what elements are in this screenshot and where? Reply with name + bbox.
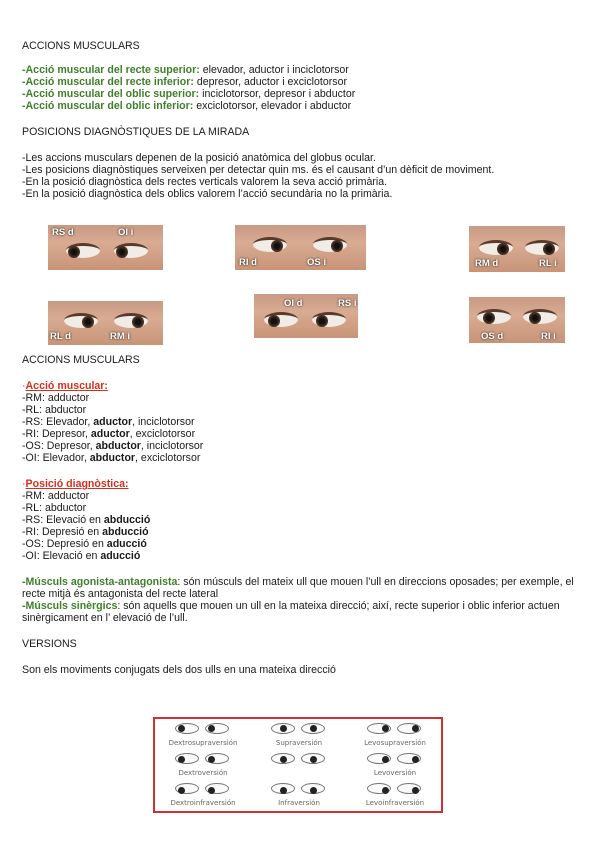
version-cell: Levoversión (347, 751, 443, 781)
list-item: -OI: Elevador, abductor, exciclotorsor (22, 452, 201, 464)
section-title-acciones: ACCIONS MUSCULARS (22, 40, 140, 52)
list-item: -OS: Depresió en aducció (22, 538, 147, 550)
posicio-line: -En la posició diagnòstica dels rectes verticals valorem la seva acció primària. (22, 176, 388, 188)
list-item: -RI: Depresor, aductor, exciclotorsor (22, 428, 196, 440)
eye-photo-1 (48, 225, 163, 270)
version-cell: Supraversión (251, 721, 347, 751)
posicio-line: -Les posicions diagnòstiques serveixen per detectar quin ms. és el causant d’un dèficit de moviment. (22, 164, 495, 176)
list-item: -RL: abductor (22, 502, 87, 514)
list-item: -RM: adductor (22, 490, 90, 502)
sinergics-paragraph: -Músculs sinèrgics: són aquells que mouen un ull en la mateixa direcció; així, recte superior i oblic inferior actuen sinèrgicament en l’ elevació de l’ull. (22, 600, 560, 624)
agonista-paragraph: -Músculs agonista-antagonista: són músculs del mateix ull que mouen l’ull en direccions oposades; per exemple, el recte mitjà és antagonista del recte lateral (22, 576, 574, 600)
accio-heading: ·Acció muscular: (22, 380, 108, 392)
eye-photo-5 (254, 294, 358, 338)
section-title-posicions: POSICIONS DIAGNÒSTIQUES DE LA MIRADA (22, 126, 250, 138)
version-cell: Dextroversión (155, 751, 251, 781)
document-body (22, 40, 582, 200)
photo-label: OI d (284, 298, 303, 309)
acciones-list (22, 64, 582, 112)
photo-label: OI i (118, 227, 134, 238)
photo-label: RL d (50, 331, 71, 342)
posicions-list (22, 152, 582, 200)
eye-photo-4 (48, 301, 163, 345)
photo-label: RL i (539, 258, 557, 269)
document-body-2 (22, 354, 582, 676)
photo-label: OS i (307, 257, 327, 268)
posicio-diag-list (22, 490, 582, 562)
versions-text: Son els moviments conjugats dels dos ulls en una mateixa direcció (22, 664, 336, 676)
accion-line-rs: -Acció muscular del recte superior: elevador, aductor i inciclotorsor (22, 64, 349, 76)
list-item: -OS: Depresor, abductor, inciclotorsor (22, 440, 204, 452)
list-item: -RL: abductor (22, 404, 87, 416)
photo-label: RI d (239, 257, 257, 268)
list-item: -RS: Elevació en abducció (22, 514, 151, 526)
posicio-line: -En la posició diagnòstica dels oblics valorem l’acció secundària no la primària. (22, 188, 393, 200)
version-cell: Levoinfraversión (347, 781, 443, 811)
photo-label: OS d (481, 331, 504, 342)
accio-list (22, 392, 582, 464)
eye-photo-2 (235, 225, 366, 270)
eye-photo-3 (469, 226, 565, 272)
version-cell (251, 751, 347, 781)
list-item: -RS: Elevador, aductor, inciclotorsor (22, 416, 195, 428)
photo-label: RS i (338, 298, 357, 309)
version-cell: Infraversión (251, 781, 347, 811)
versions-diagram (153, 717, 443, 813)
version-cell: Levosupraversión (347, 721, 443, 751)
photo-label: RM i (110, 331, 131, 342)
section-title-acciones-2: ACCIONS MUSCULARS (22, 354, 140, 366)
version-cell: Dextroinfraversión (155, 781, 251, 811)
accion-line-ri: -Acció muscular del recte inferior: depresor, aductor i exciclotorsor (22, 76, 347, 88)
accion-line-os: -Acció muscular del oblic superior: inciclotorsor, depresor i abductor (22, 88, 356, 100)
list-item: -OI: Elevació en aducció (22, 550, 141, 562)
photo-label: RM d (475, 258, 499, 269)
section-title-versions: VERSIONS (22, 638, 77, 650)
photo-label: RS d (52, 227, 74, 238)
posicio-line: -Les accions musculars depenen de la posició anatòmica del globus ocular. (22, 152, 376, 164)
list-item: -RM: adductor (22, 392, 90, 404)
eye-photo-6 (469, 297, 565, 343)
accion-line-oi: -Acció muscular del oblic inferior: exciclotorsor, elevador i abductor (22, 100, 352, 112)
version-cell: Dextrosupraversión (155, 721, 251, 751)
list-item: -RI: Depresió en abducció (22, 526, 149, 538)
posicio-heading: ·Posició diagnòstica: (22, 478, 129, 490)
photo-label: RI i (541, 331, 556, 342)
